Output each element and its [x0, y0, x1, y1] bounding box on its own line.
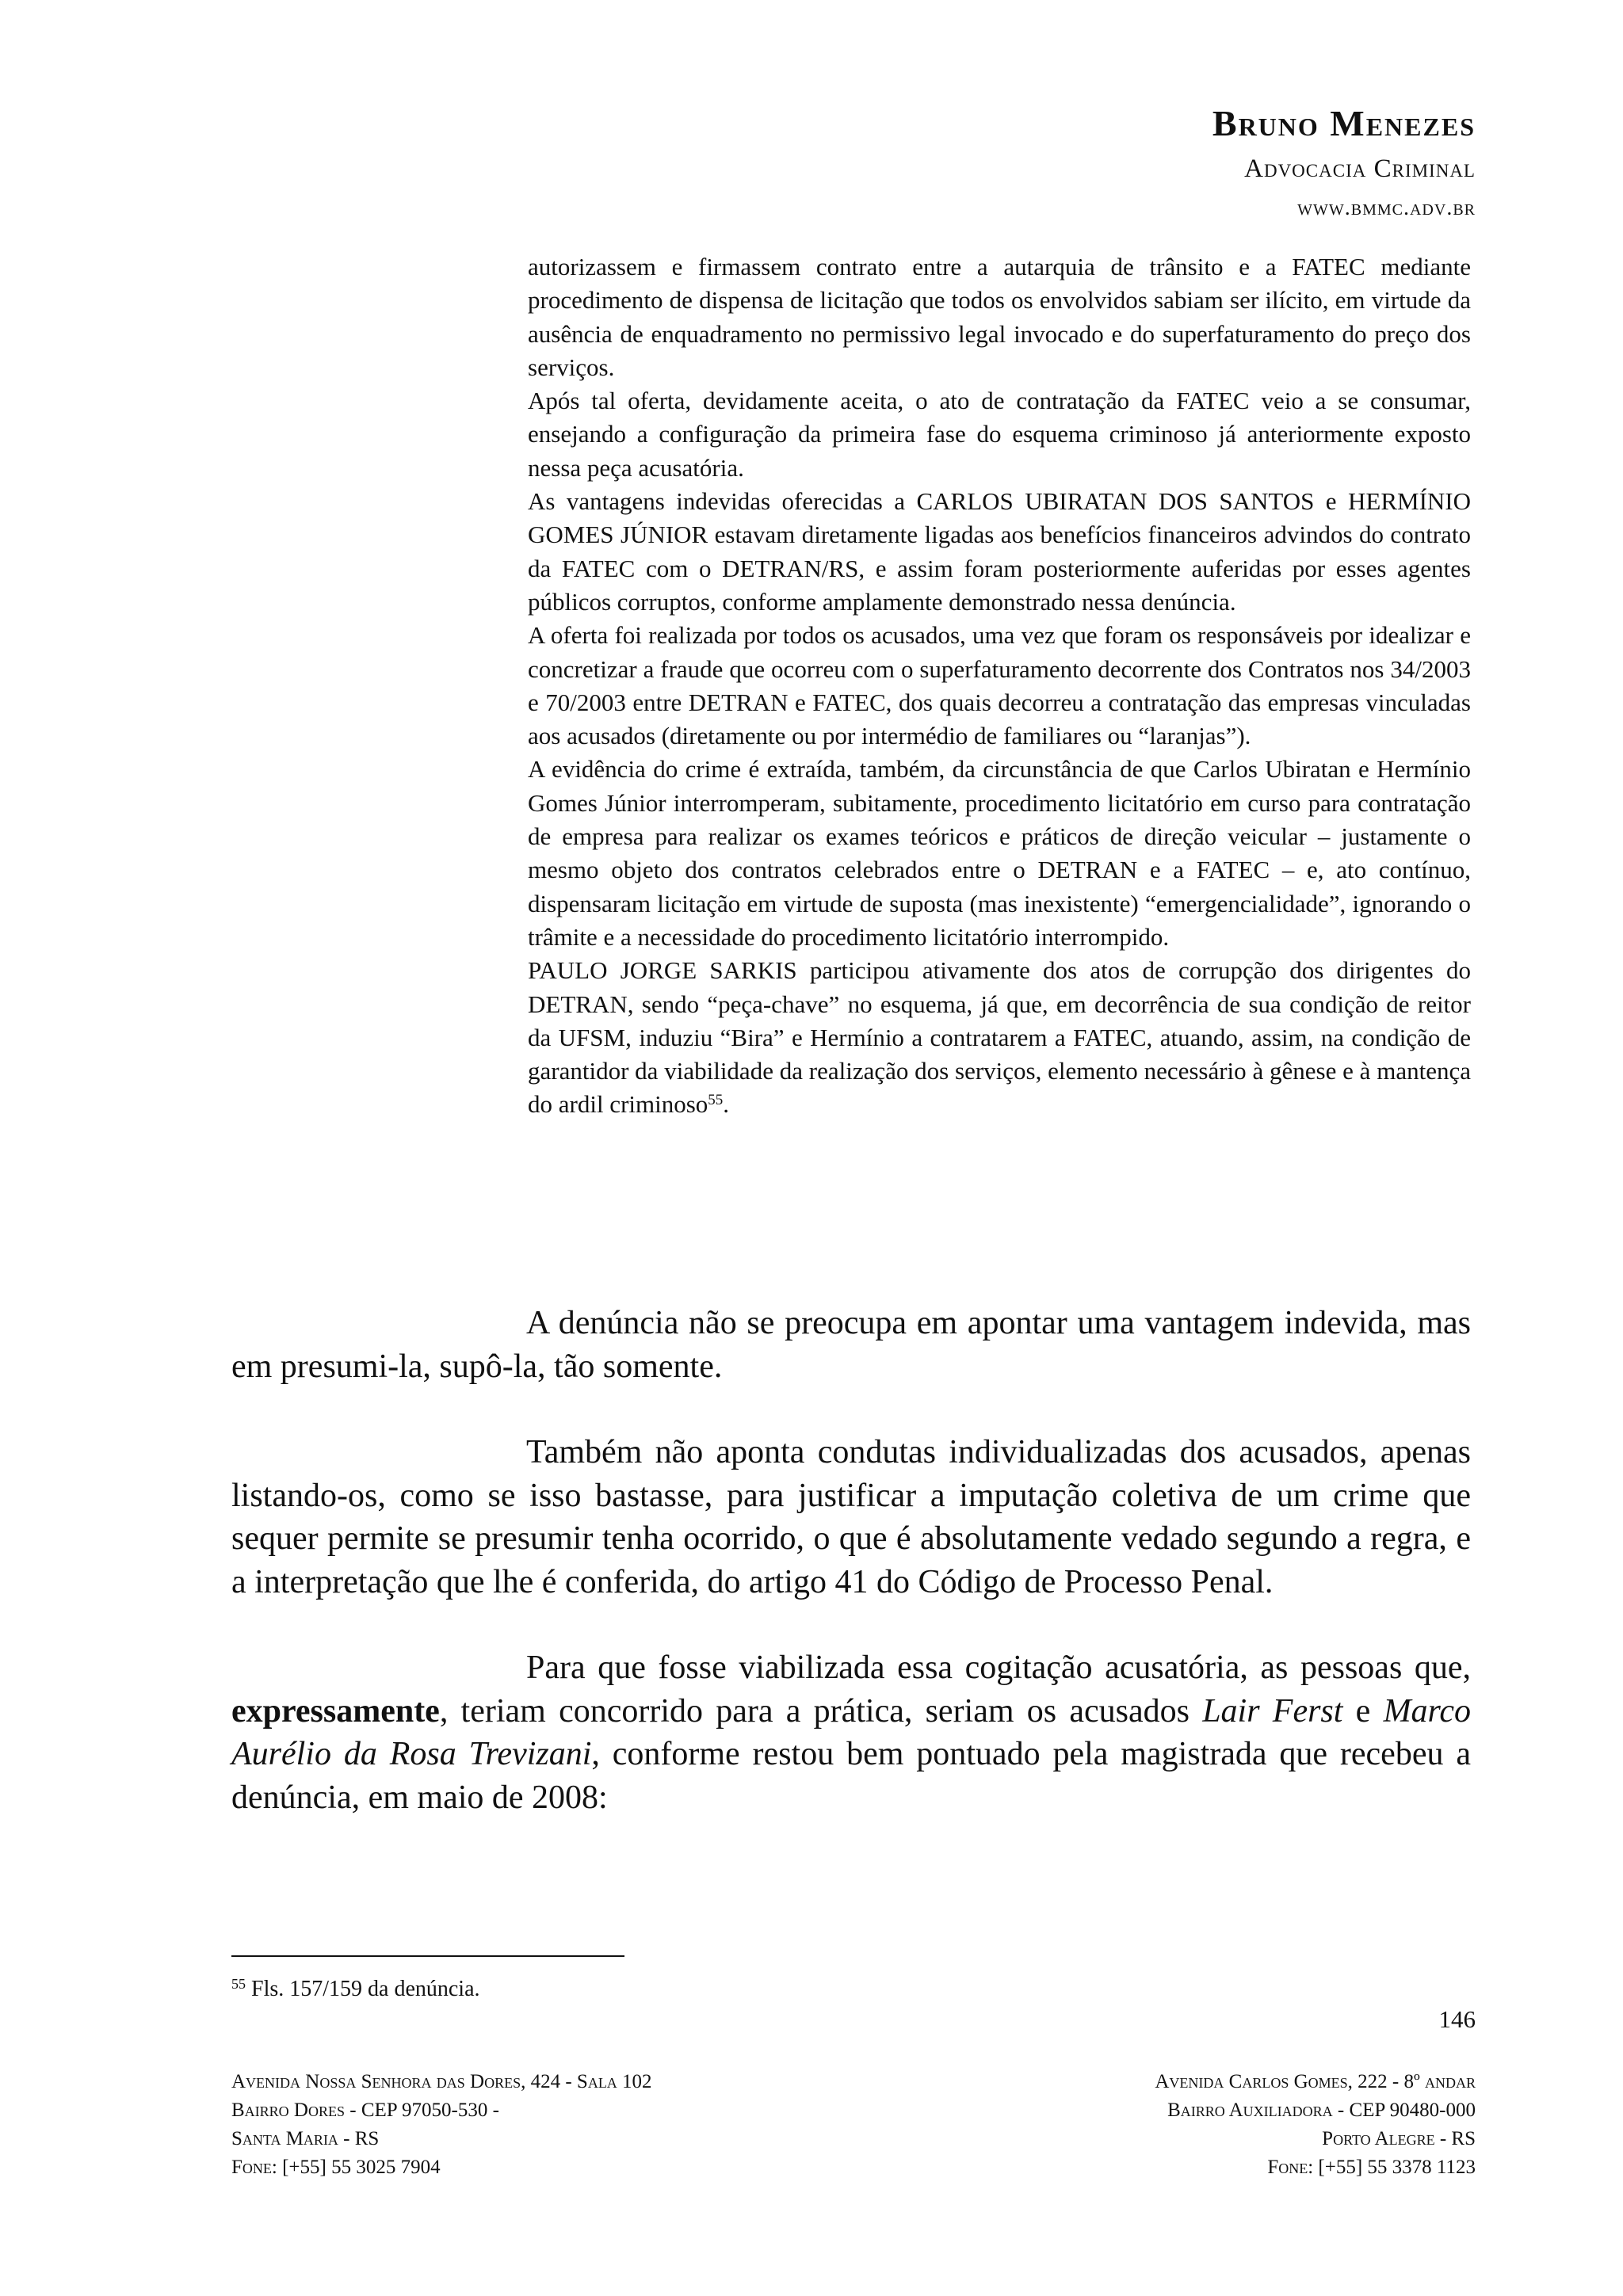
address-line: Bairro Dores - CEP 97050-530 - [231, 2100, 499, 2121]
quote-paragraph: A oferta foi realizada por todos os acusados, uma vez que foram os responsáveis por idealizar e concretizar a fraude que ocorreu com o superfaturamento decorrente dos Contratos nos 34/2003 e 70/2003 entre DETRAN e FATEC, dos quais decorreu a contratação das empresas vinculadas aos acusados (diretamente ou por intermédio de familiares ou “laranjas”). [528, 621, 1471, 750]
body-text-run: e [1342, 1692, 1384, 1730]
firm-website: www.bmmc.adv.br [1297, 196, 1476, 220]
body-paragraph [231, 1646, 1471, 1819]
letterhead [1212, 101, 1476, 225]
phone-line: Fone: [+55] 55 3025 7904 [231, 2157, 441, 2178]
quote-paragraph: As vantagens indevidas oferecidas a CARLOS UBIRATAN DOS SANTOS e HERMÍNIO GOMES JÚNIOR estavam diretamente ligadas aos benefícios financeiros advindos do contrato da FATEC com o DETRAN/RS, e assim foram posteriormente auferidas por esses agentes públicos corruptos, conforme amplamente demonstrado nessa denúncia. [528, 487, 1471, 616]
emphasis-bold: expressamente [231, 1692, 440, 1730]
address-line: Porto Alegre - RS [1322, 2128, 1476, 2149]
address-line: Bairro Auxiliadora - CEP 90480-000 [1167, 2100, 1476, 2121]
address-line: Avenida Nossa Senhora das Dores, 424 - Sala 102 [231, 2071, 652, 2092]
phone-line: Fone: [+55] 55 3378 1123 [1267, 2157, 1476, 2178]
footer-address-right [1155, 2068, 1476, 2182]
quote-paragraph: Após tal oferta, devidamente aceita, o ato de contratação da FATEC veio a se consumar, ensejando a configuração da primeira fase do esquema criminoso já anteriormente exposto nessa peça acusatória. [528, 387, 1471, 482]
firm-name: Bruno Menezes [1212, 103, 1476, 143]
footnote-divider [231, 1955, 624, 1957]
address-line: Avenida Carlos Gomes, 222 - 8º andar [1155, 2071, 1476, 2092]
address-line: Santa Maria - RS [231, 2128, 380, 2149]
footnote-number: 55 [231, 1976, 246, 1992]
page-number: 146 [1438, 2005, 1476, 2033]
body-text-run: , teriam concorrido para a prática, seriam os acusados [439, 1692, 1203, 1730]
quote-last-end: . [723, 1090, 730, 1119]
firm-subtitle: Advocacia Criminal [1244, 154, 1476, 183]
quote-last-text: PAULO JORGE SARKIS participou ativamente dos atos de corrupção dos dirigentes do DETRAN, sendo “peça-chave” no esquema, já que, em decorrência de sua condição de reitor da UFSM, induziu “Bira” e Hermínio a contratarem a FATEC, atuando, assim, na condição de garantidor da viabilidade da realização dos serviços, elemento necessário à gênese e à mantença do ardil criminoso [528, 956, 1471, 1119]
footer-address-left [231, 2068, 652, 2182]
footnote-reference: 55 [708, 1092, 724, 1109]
footnote-text: Fls. 157/159 da denúncia. [246, 1977, 480, 2001]
body-paragraph: Também não aponta condutas individualizadas dos acusados, apenas listando-os, como se isso bastasse, para justificar a imputação coletiva de um crime que sequer permite se presumir tenha ocorrido, o que é absolutamente vedado segundo a regra, e a interpretação que lhe é conferida, do artigo 41 do Código de Processo Penal. [231, 1434, 1471, 1600]
quote-paragraph: autorizassem e firmassem contrato entre a autarquia de trânsito e a FATEC mediante procedimento de dispensa de licitação que todos os envolvidos sabiam ser ilícito, em virtude da ausência de enquadramento no permissivo legal invocado e do superfaturamento do preço dos serviços. [528, 253, 1471, 381]
body-text [231, 1302, 1471, 1862]
quote-paragraph-last [528, 954, 1471, 1121]
block-quote [528, 250, 1471, 1122]
quote-paragraph: A evidência do crime é extraída, também, da circunstância de que Carlos Ubiratan e Hermínio Gomes Júnior interromperam, subitamente, procedimento licitatório em curso para contratação de empresa para realizar os exames teóricos e práticos de direção veicular – justamente o mesmo objeto dos contratos celebrados entre o DETRAN e a FATEC – e, ato contínuo, dispensaram licitação em virtude de suposta (mas inexistente) “emergencialidade”, ignorando o trâmite e a necessidade do procedimento licitatório interrompido. [528, 755, 1471, 951]
body-paragraph: A denúncia não se preocupa em apontar uma vantagem indevida, mas em presumi-la, supô-la, tão somente. [231, 1305, 1471, 1385]
body-text-run: Para que fosse viabilizada essa cogitação acusatória, as pessoas que, [526, 1650, 1471, 1686]
body-text-run: , conforme restou bem pontuado pela magistrada que recebeu a denúncia, em maio de 2008: [231, 1736, 1471, 1816]
defendant-name: Marco Aurélio da Rosa Trevizani [231, 1692, 1471, 1772]
footnote [231, 1976, 480, 2003]
defendant-name: Lair Ferst [1202, 1692, 1343, 1730]
